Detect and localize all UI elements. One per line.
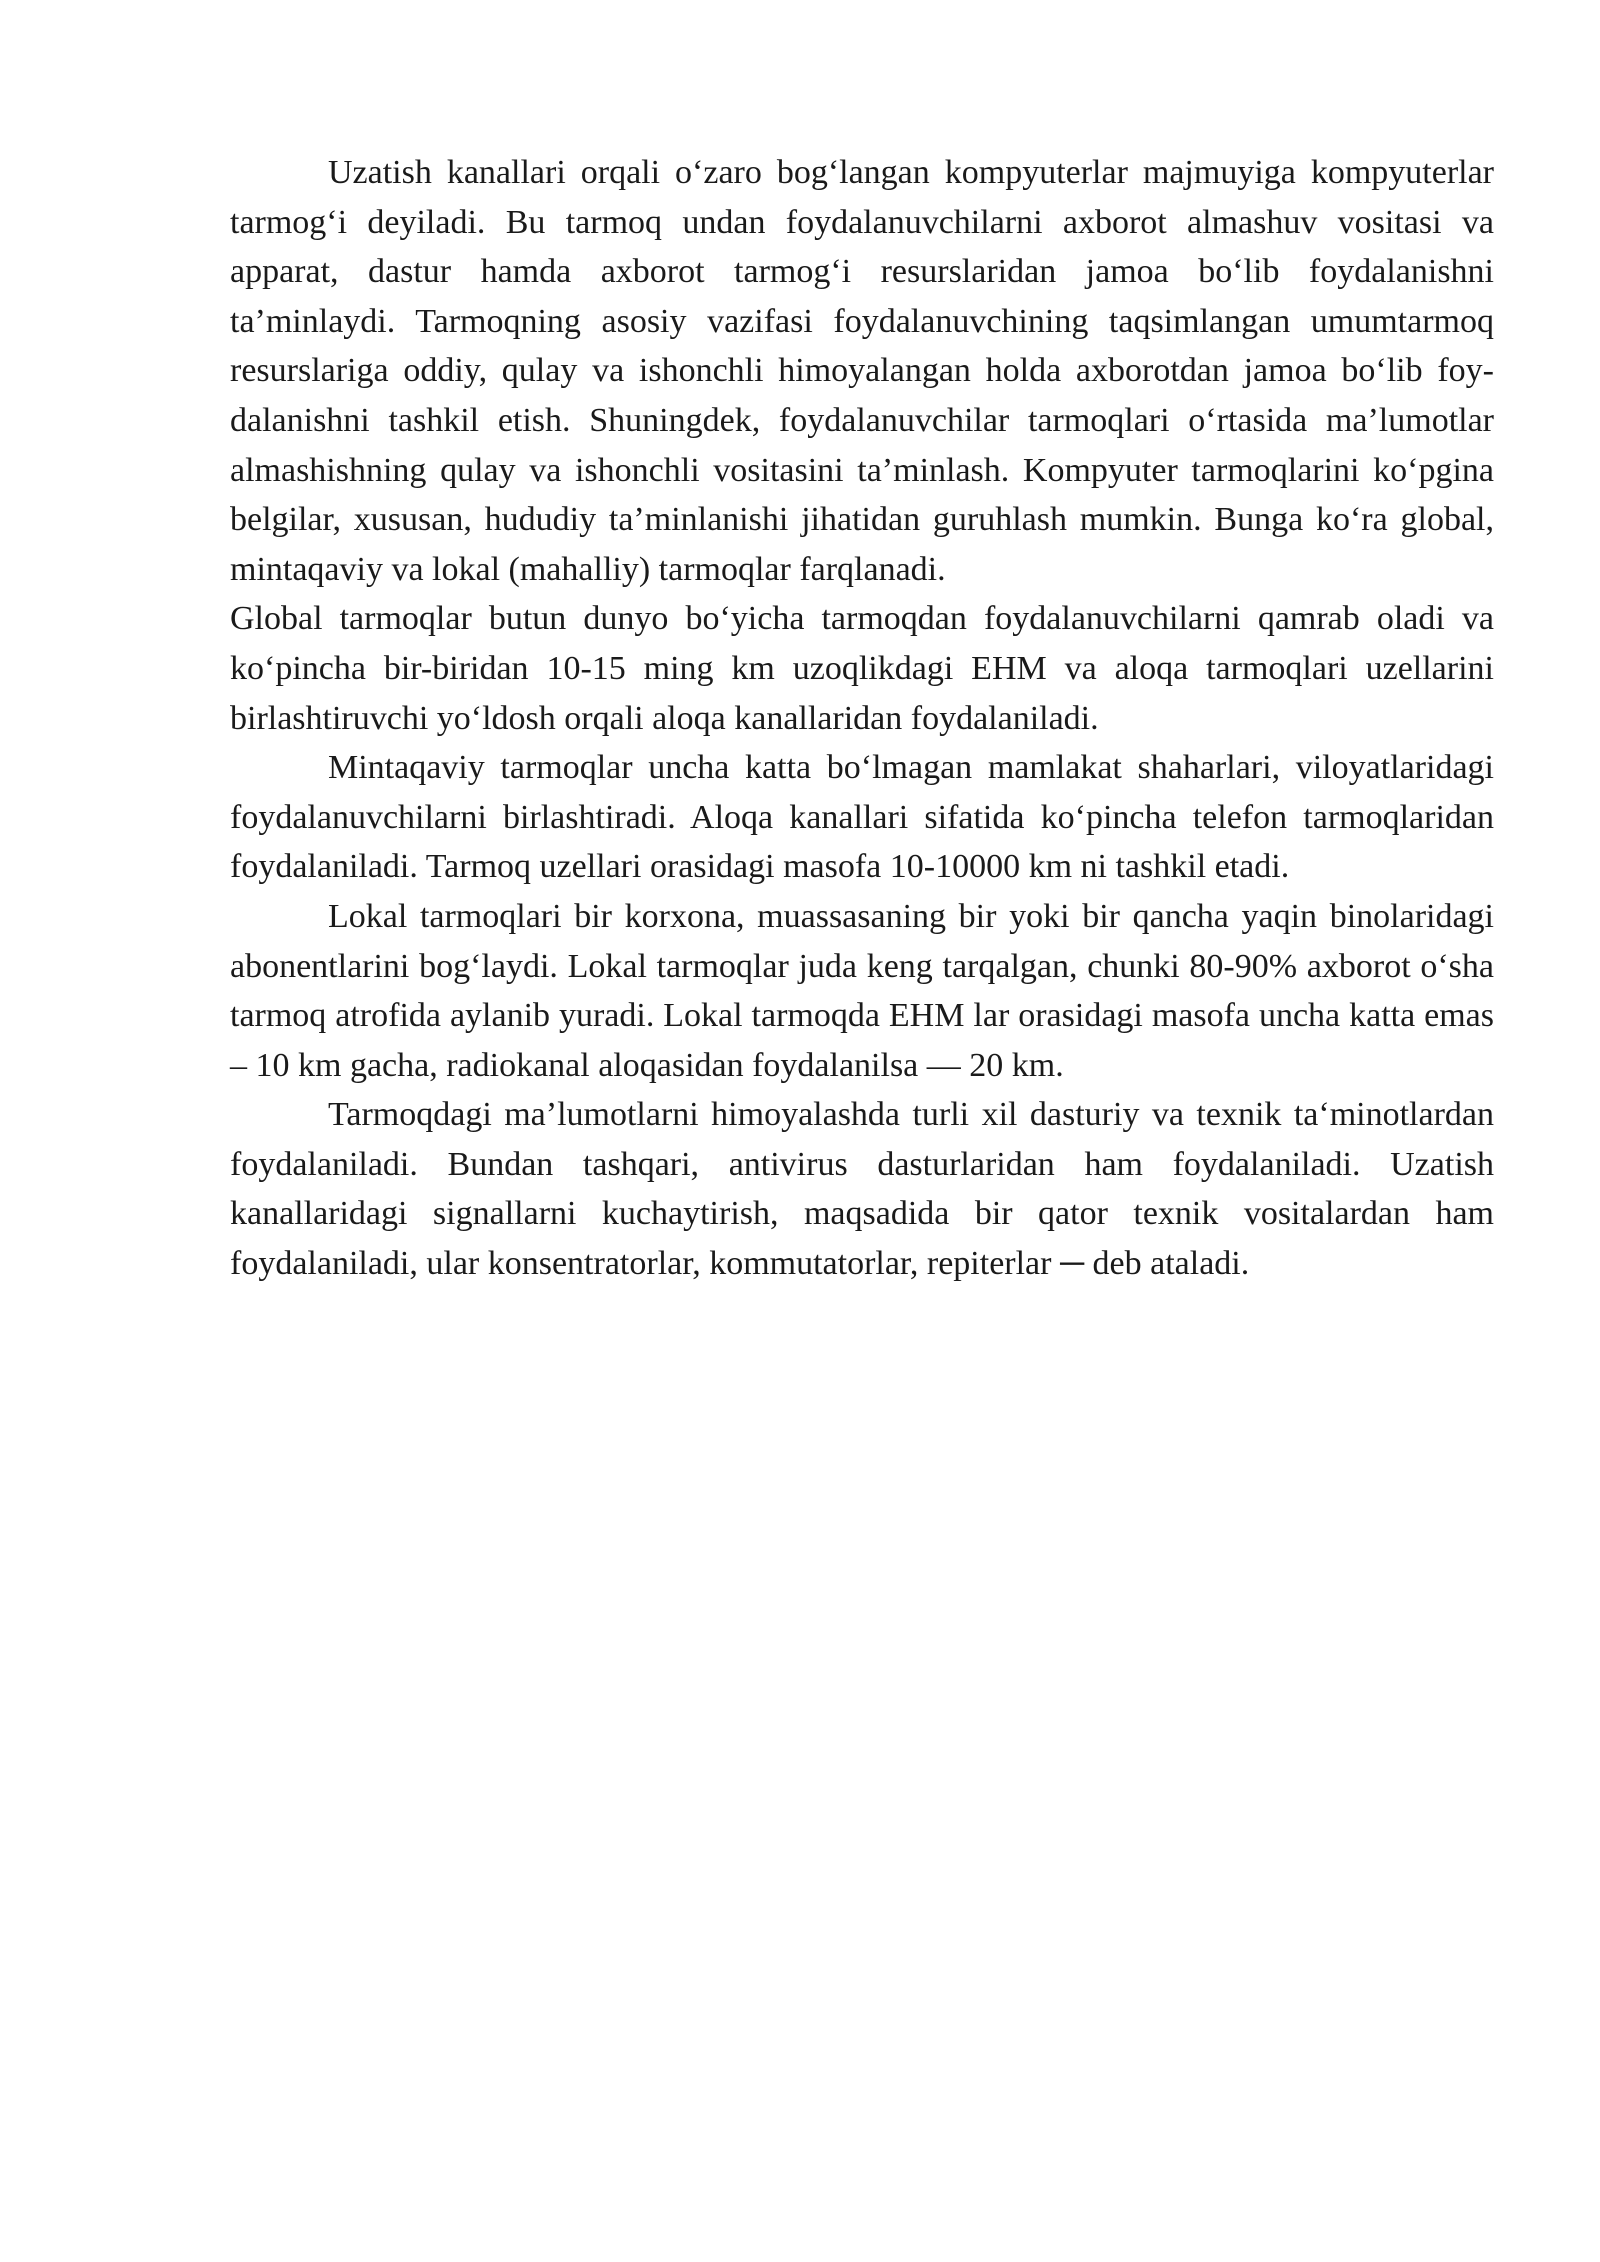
paragraph-global-networks: Global tarmoqlar butun dunyo bo‘yicha tarmoqdan foydalanuvchilarni qamrab oladi va ko‘pincha bir-biridan 10-15 ming km uzoqlikdagi EHM va aloqa tarmoqlari uzellarini birlashtiruvchi yo‘ldosh orqali aloqa kanallaridan foydalaniladi.: [230, 600, 1494, 737]
paragraph-computer-networks-intro: Uzatish kanallari orqali o‘zaro bog‘langan kompyuterlar majmuyiga kompyuterlar tarmog‘i deyiladi. Bu tarmoq undan foydalanuvchilarni axborot almashuv vositasi va apparat, dastur hamda axborot tarmog‘i resurslaridan jamoa bo‘lib foydalanishni ta’minlaydi. Tarmoqning asosiy vazifasi foydalanuvchining taqsimlangan umumtarmoq resurslariga oddiy, qulay va ishonchli himoyalangan holda axborotdan jamoa bo‘lib foy- dalanishni tashkil etish. Shuningdek, foydalanuvchilar tarmoqlari o‘rtasida ma’lumotlar almashishning qulay va ishonchli vositasini ta’minlash. Kompyuter tarmoqlarini ko‘pgina belgilar, xususan, hududiy ta’minlanishi jihatidan guruhlash mumkin. Bunga ko‘ra global, mintaqaviy va lokal (mahalliy) tarmoqlar farqlanadi.: [230, 154, 1494, 588]
paragraph-regional-networks: Mintaqaviy tarmoqlar uncha katta bo‘lmagan mamlakat shaharlari, viloyatlaridagi foydalanuvchilarni birlashtiradi. Aloqa kanallari sifatida ko‘pincha telefon tarmoqlaridan foydalaniladi. Tarmoq uzellari orasidagi masofa 10-10000 km ni tashkil etadi.: [230, 749, 1494, 886]
document-page: [230, 148, 1494, 1289]
paragraph-local-networks: Lokal tarmoqlari bir korxona, muassasaning bir yoki bir qancha yaqin binolaridagi abonentlarini bog‘laydi. Lokal tarmoqlar juda keng tarqalgan, chunki 80-90% axborot o‘sha tarmoq atrofida aylanib yuradi. Lokal tarmoqda EHM lar orasidagi masofa uncha katta emas – 10 km gacha, radiokanal aloqasidan foydalanilsa — 20 km.: [230, 897, 1494, 1084]
paragraph-data-protection: Tarmoqdagi ma’lumotlarni himoyalashda turli xil dasturiy va texnik ta‘minotlardan foydalaniladi. Bundan tashqari, antivirus dasturlaridan ham foydalaniladi. Uzatish kanallaridagi signallarni kuchaytirish, maqsadida bir qator texnik vositalardan ham foydalaniladi, ular konsentratorlar, kommutatorlar, repiterlar ─ deb ataladi.: [230, 1096, 1494, 1283]
